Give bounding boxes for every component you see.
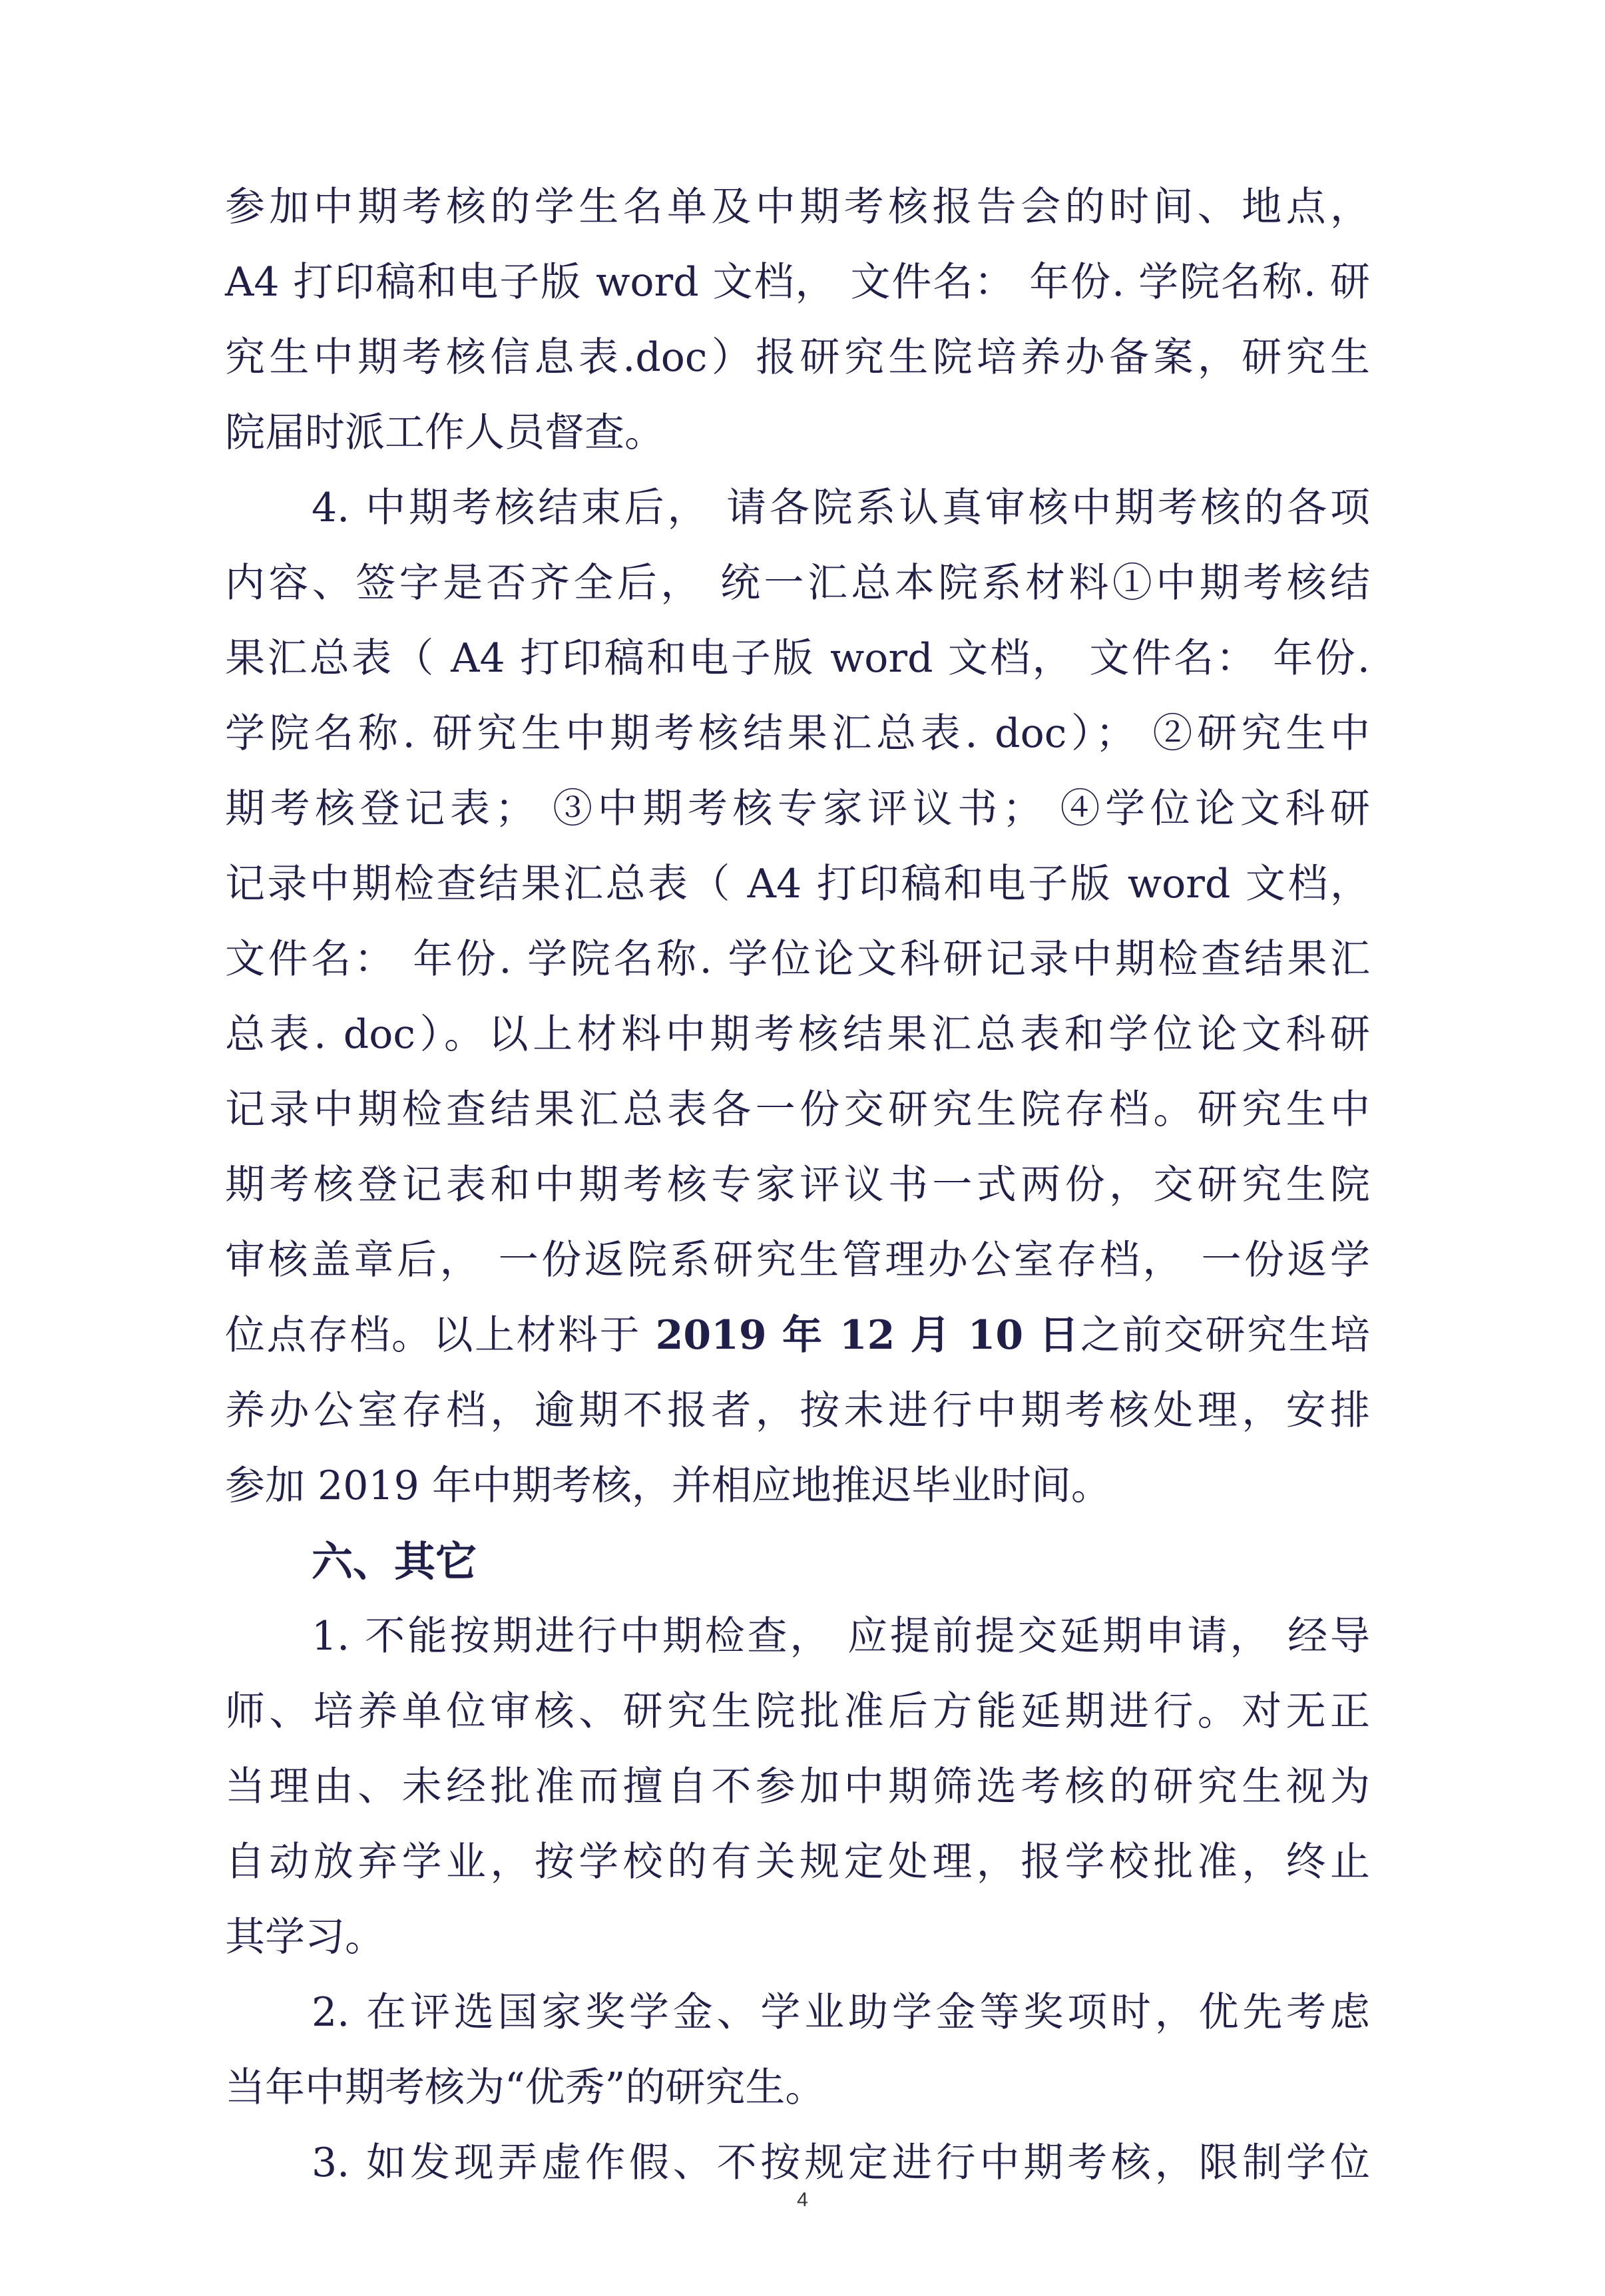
- text-line: 文件名： 年份. 学院名称. 学位论文科研记录中期检查结果汇: [225, 936, 1370, 983]
- body-text: [225, 170, 1370, 2201]
- text-line: 养办公室存档，逾期不报者，按未进行中期考核处理，安排: [225, 1387, 1370, 1434]
- text-line: 师、培养单位审核、研究生院批准后方能延期进行。对无正: [225, 1688, 1370, 1735]
- text-line: 当理由、未经批准而擅自不参加中期筛选考核的研究生视为: [225, 1763, 1370, 1810]
- text-line: 学院名称. 研究生中期考核结果汇总表. doc）； ②研究生中: [225, 710, 1370, 757]
- text-line: 期考核登记表； ③中期考核专家评议书； ④学位论文科研: [225, 786, 1370, 832]
- text-line: 3. 如发现弄虚作假、不按规定进行中期考核，限制学位: [312, 2140, 1370, 2186]
- text-line: A4 打印稿和电子版 word 文档， 文件名： 年份. 学院名称. 研: [225, 259, 1370, 306]
- text-line: 院届时派工作人员督查。: [225, 409, 664, 456]
- text-line: 自动放弃学业，按学校的有关规定处理，报学校批准，终止: [225, 1839, 1370, 1885]
- page-number: 4: [797, 2189, 808, 2211]
- text-line: 果汇总表（ A4 打印稿和电子版 word 文档， 文件名： 年份.: [225, 635, 1370, 682]
- text-line: 期考核登记表和中期考核专家评议书一式两份，交研究生院: [225, 1162, 1370, 1208]
- text-line: 记录中期检查结果汇总表（ A4 打印稿和电子版 word 文档，: [225, 861, 1370, 907]
- text-line: 4. 中期考核结束后， 请各院系认真审核中期考核的各项: [312, 485, 1370, 531]
- text-line: 审核盖章后， 一份返院系研究生管理办公室存档， 一份返学: [225, 1237, 1370, 1283]
- deadline-line: [225, 1298, 1370, 1373]
- deadline-prefix: 位点存档。以上材料于: [225, 1312, 656, 1359]
- text-line: 参加 2019 年中期考核，并相应地推迟毕业时间。: [225, 1463, 1111, 1509]
- text-line: 1. 不能按期进行中期检查， 应提前提交延期申请， 经导: [312, 1613, 1370, 1660]
- deadline-suffix: 之前交研究生培: [1080, 1312, 1371, 1359]
- text-line: 记录中期检查结果汇总表各一份交研究生院存档。研究生中: [225, 1086, 1370, 1133]
- text-line: 其学习。: [225, 1914, 385, 1960]
- text-line: 总表. doc）。以上材料中期考核结果汇总表和学位论文科研: [225, 1011, 1370, 1058]
- text-line: 2. 在评选国家奖学金、学业助学金等奖项时，优先考虑: [312, 1989, 1370, 2036]
- section-heading: 六、其它: [312, 1537, 477, 1586]
- text-line: 当年中期考核为“优秀”的研究生。: [225, 2064, 825, 2111]
- text-line: 参加中期考核的学生名单及中期考核报告会的时间、地点，: [225, 184, 1370, 230]
- text-line: 究生中期考核信息表.doc）报研究生院培养办备案，研究生: [225, 334, 1370, 381]
- text-line: 内容、签字是否齐全后， 统一汇总本院系材料①中期考核结: [225, 560, 1370, 606]
- deadline-date: 2019 年 12 月 10 日: [655, 1312, 1081, 1359]
